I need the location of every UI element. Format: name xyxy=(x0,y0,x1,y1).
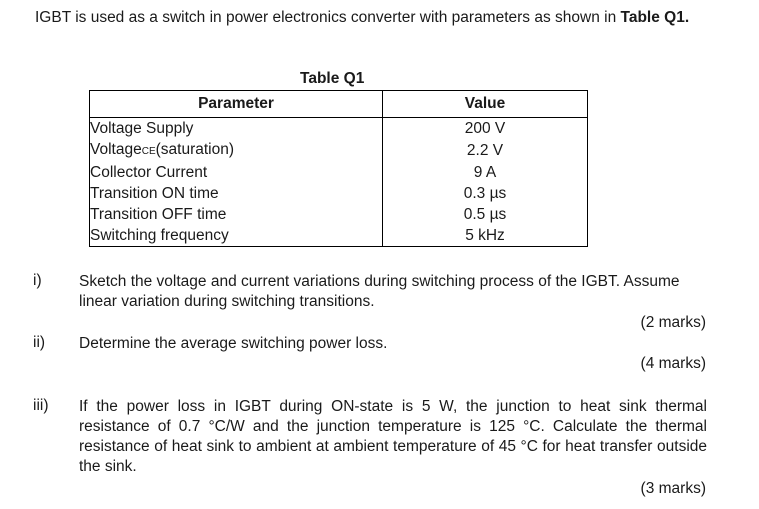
intro-paragraph xyxy=(35,8,725,28)
param-subscript: CE xyxy=(141,146,156,157)
table-row xyxy=(90,204,588,225)
value-cell: 0.3 µs xyxy=(383,183,588,204)
table-row xyxy=(90,183,588,204)
value-cell: 200 V xyxy=(383,118,588,140)
marks-label: (3 marks) xyxy=(640,480,706,497)
param-cell: Collector Current xyxy=(90,162,383,183)
parameter-table xyxy=(89,90,588,247)
question-number: iii) xyxy=(33,397,49,414)
table-row xyxy=(90,118,588,140)
param-tail: (saturation) xyxy=(155,141,235,158)
value-cell: 2.2 V xyxy=(383,139,588,162)
intro-text: IGBT is used as a switch in power electronics converter with parameters as shown in xyxy=(35,9,621,26)
value-cell: 0.5 µs xyxy=(383,204,588,225)
param-cell: Transition ON time xyxy=(90,183,383,204)
table-row xyxy=(90,162,588,183)
table-title: Table Q1 xyxy=(300,70,365,87)
param-cell: Switching frequency xyxy=(90,225,383,247)
value-cell: 5 kHz xyxy=(383,225,588,247)
table-row xyxy=(90,225,588,247)
header-value: Value xyxy=(383,91,588,118)
param-cell: Voltage Supply xyxy=(90,118,383,140)
intro-table-ref: Table Q1. xyxy=(620,9,690,26)
table-row xyxy=(90,139,588,162)
param-cell xyxy=(90,139,383,162)
question-text: If the power loss in IGBT during ON-state is 5 W, the junction to heat sink thermal resistance of 0.7 °C/W and the junction temperature is 125 °C. Calculate the thermal resistance of heat sink to ambient at ambient temperature of 45 °C for heat transfer outside the sink. xyxy=(79,398,707,475)
question-text: Determine the average switching power loss. xyxy=(79,335,388,352)
table-header-row xyxy=(90,91,588,118)
question-number: ii) xyxy=(33,334,46,351)
marks-label: (2 marks) xyxy=(640,314,706,331)
value-cell: 9 A xyxy=(383,162,588,183)
param-main: Voltage xyxy=(90,141,142,158)
question-number: i) xyxy=(33,272,42,289)
marks-label: (4 marks) xyxy=(640,355,706,372)
header-parameter: Parameter xyxy=(90,91,383,118)
question-text: Sketch the voltage and current variations during switching process of the IGBT. Assume linear variation during switching transitions. xyxy=(79,273,680,310)
param-cell: Transition OFF time xyxy=(90,204,383,225)
